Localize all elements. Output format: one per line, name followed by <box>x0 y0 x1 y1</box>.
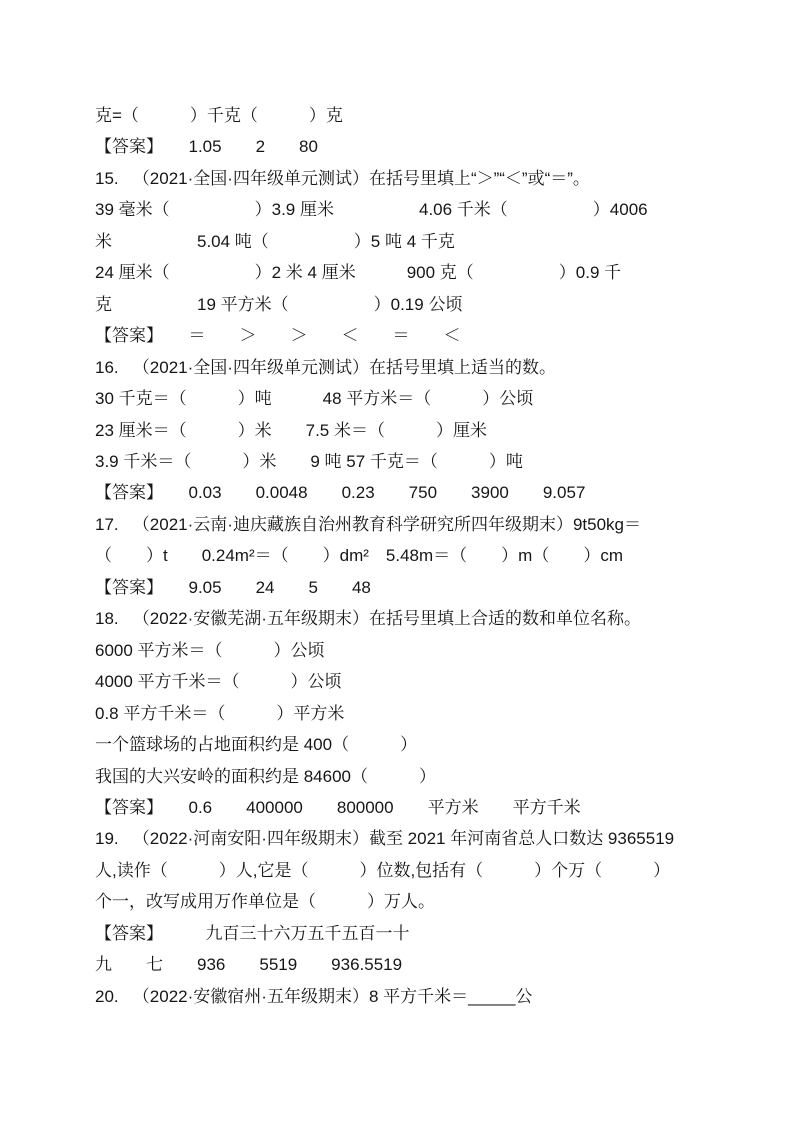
q17-row1-line: （ ）t 0.24m²＝（ ）dm² 5.48m＝（ ）m（ ）cm <box>95 546 623 566</box>
q18-row4-line: 一个篮球场的占地面积约是 400（ ） <box>95 735 418 755</box>
q18-answer-line: 【答案】 0.6 400000 800000 平方米 平方千米 <box>95 797 581 817</box>
q14-answer-line: 【答案】 1.05 2 80 <box>95 137 318 157</box>
q18-row2-line: 4000 平方千米＝（ ）公顷 <box>95 672 342 692</box>
q16-row2-line: 23 厘米＝（ ）米 7.5 米＝（ ）厘米 <box>95 420 487 440</box>
q16-header-line: 16. （2021·全国·四年级单元测试）在括号里填上适当的数。 <box>95 357 556 377</box>
q18-row1-line: 6000 平方米＝（ ）公顷 <box>95 640 325 660</box>
q20-header-line: 20. （2022·安徽宿州·五年级期末）8 平方千米＝_____公 <box>95 986 533 1006</box>
q18-row3-line: 0.8 平方千米＝（ ）平方米 <box>95 703 345 723</box>
q14-continuation-line: 克=（ ）千克（ ）克 <box>95 106 343 125</box>
q16-row3-line: 3.9 千米＝（ ）米 9 吨 57 千克＝（ ）吨 <box>95 451 523 471</box>
q16-answer-line: 【答案】 0.03 0.0048 0.23 750 3900 9.057 <box>95 483 586 503</box>
q15-row1-line: 39 毫米（ ）3.9 厘米 4.06 千米（ ）4006 <box>95 200 648 220</box>
q15-header-line: 15. （2021·全国·四年级单元测试）在括号里填上“＞”“＜”或“＝”。 <box>95 168 590 188</box>
q15-row3-line: 24 厘米（ ）2 米 4 厘米 900 克（ ）0.9 千 <box>95 263 622 283</box>
q19-header-line: 19. （2022·河南安阳·四年级期末）截至 2021 年河南省总人口数达 9365519 <box>95 829 675 849</box>
q16-row1-line: 30 千克＝（ ）吨 48 平方米＝（ ）公顷 <box>95 389 534 409</box>
q19-answer-line1: 【答案】 九百三十六万五千五百一十 <box>95 923 410 943</box>
q19-row2-line: 个一，改写成用万作单位是（ ）万人。 <box>95 892 435 912</box>
q17-answer-line: 【答案】 9.05 24 5 48 <box>95 577 371 597</box>
q15-answer-line: 【答案】 ＝ ＞ ＞ ＜ ＝ ＜ <box>95 326 461 346</box>
q15-row4-line: 克 19 平方米（ ）0.19 公顷 <box>95 294 463 314</box>
q17-header-line: 17. （2021·云南·迪庆藏族自治州教育科学研究所四年级期末）9t50kg＝ <box>95 514 641 534</box>
q19-answer-line2: 九 七 936 5519 936.5519 <box>95 955 403 975</box>
q19-row1-line: 人,读作（ ）人,它是（ ）位数,包括有（ ）个万（ ） <box>95 860 671 880</box>
q15-row2-line: 米 5.04 吨（ ）5 吨 4 千克 <box>95 231 455 251</box>
worksheet-body <box>95 100 743 1012</box>
q18-header-line: 18. （2022·安徽芜湖·五年级期末）在括号里填上合适的数和单位名称。 <box>95 609 641 629</box>
q18-row5-line: 我国的大兴安岭的面积约是 84600（ ） <box>95 766 436 786</box>
